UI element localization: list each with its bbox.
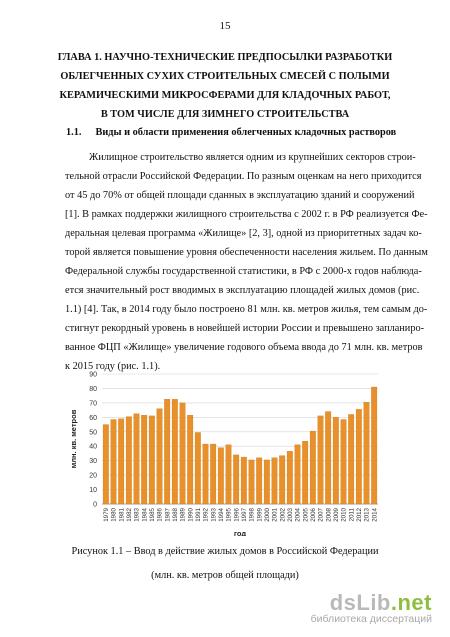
bar	[218, 448, 224, 504]
x-tick-label: 1982	[126, 508, 134, 522]
x-tick-label: 2000	[264, 508, 272, 522]
x-tick-label: 1991	[195, 508, 203, 522]
bar	[295, 445, 301, 504]
y-tick-label: 60	[89, 414, 97, 422]
chapter-title	[40, 48, 410, 124]
x-tick-label: 2009	[333, 508, 341, 522]
x-tick-label: 1981	[118, 508, 126, 522]
x-tick-label: 1983	[133, 508, 141, 522]
bar	[356, 409, 362, 504]
x-tick-label: 1984	[141, 508, 149, 522]
bar	[341, 420, 347, 505]
x-tick-label: 2013	[363, 508, 371, 522]
x-tick-label: 2004	[294, 508, 302, 522]
bar	[134, 414, 140, 504]
y-tick-label: 50	[89, 429, 97, 437]
bar	[233, 455, 239, 504]
chapter-title-line: ОБЛЕГЧЕННЫХ СУХИХ СТРОИТЕЛЬНЫХ СМЕСЕЙ С ПОЛЫМИ	[60, 71, 390, 82]
bar	[287, 451, 293, 504]
section-heading	[66, 127, 396, 138]
chapter-title-line: ГЛАВА 1. НАУЧНО-ТЕХНИЧЕСКИЕ ПРЕДПОСЫЛКИ РАЗРАБОТКИ	[57, 52, 393, 63]
x-tick-label: 1992	[202, 508, 210, 522]
body-line: Жилищное строительство является одним из крупнейших секторов строи-	[89, 152, 416, 163]
bar	[111, 420, 117, 505]
chapter-title-line: КЕРАМИЧЕСКИМИ МИКРОСФЕРАМИ ДЛЯ КЛАДОЧНЫХ РАБОТ,	[59, 90, 391, 101]
x-tick-label: 1996	[233, 508, 241, 522]
x-tick-label: 1987	[164, 508, 172, 522]
bar	[118, 419, 124, 504]
y-tick-label: 10	[89, 487, 97, 495]
watermark-subtitle: библиотека диссертаций	[310, 613, 432, 625]
body-line: от 45 до 70% от общей площади сданных в эксплуатацию зданий и сооружений	[65, 190, 415, 201]
bar	[264, 460, 270, 504]
body-line: тельной отрасли Российской Федерации. По разным оценкам на него приходится	[65, 171, 422, 182]
y-axis-label: млн. кв. метров	[69, 409, 78, 469]
x-tick-label: 2011	[348, 508, 356, 522]
housing-chart	[66, 366, 386, 541]
bar	[172, 399, 178, 504]
x-tick-label: 1985	[149, 508, 157, 522]
x-tick-label: 1989	[179, 508, 187, 522]
x-tick-label: 1997	[241, 508, 249, 522]
x-tick-label: 2006	[310, 508, 318, 522]
x-tick-label: 2008	[325, 508, 333, 522]
figure-caption: Рисунок 1.1 – Ввод в действие жилых домов в Российской Федерации	[71, 546, 379, 557]
x-tick-label: 2002	[279, 508, 287, 522]
bar	[249, 460, 255, 504]
y-tick-label: 20	[89, 472, 97, 480]
bar	[302, 441, 308, 504]
body-line: торой является повышение уровня обеспеченности населения жильем. По данным	[65, 247, 428, 258]
x-tick-label: 1993	[210, 508, 218, 522]
y-tick-label: 40	[89, 443, 97, 451]
bar	[333, 417, 339, 504]
watermark	[311, 590, 432, 625]
bar	[310, 431, 316, 504]
figure-caption-subtitle: (млн. кв. метров общей площади)	[151, 570, 299, 581]
y-tick-label: 80	[89, 385, 97, 393]
body-line: деральная целевая программа «Жилище» [2, 3], одной из приоритетных задач ко-	[65, 228, 422, 239]
bar	[348, 414, 354, 504]
bar	[256, 458, 262, 504]
bar	[364, 402, 370, 504]
x-tick-label: 1994	[218, 508, 226, 522]
body-paragraph	[65, 148, 428, 376]
bar	[157, 409, 163, 504]
chapter-title-line: В ТОМ ЧИСЛЕ ДЛЯ ЗИМНЕГО СТРОИТЕЛЬСТВА	[100, 109, 350, 120]
x-tick-label: 1990	[187, 508, 195, 522]
x-tick-label: 1979	[103, 508, 111, 522]
y-tick-label: 70	[89, 400, 97, 408]
housing-bar-chart	[66, 366, 386, 536]
bar	[371, 387, 377, 504]
x-tick-label: 2005	[302, 508, 310, 522]
bar	[141, 415, 147, 504]
bar	[241, 457, 247, 504]
x-tick-label: 2012	[356, 508, 364, 522]
bar	[210, 444, 216, 504]
body-line: ванное ФЦП «Жилище» увеличение годового объема ввода до 71 млн. кв. метров	[65, 342, 423, 353]
x-tick-label: 1998	[248, 508, 256, 522]
body-line: 1.1) [4]. Так, в 2014 году было построено 81 млн. кв. метров жилья, тем самым до-	[65, 304, 428, 315]
bar	[149, 416, 155, 504]
x-tick-label: 2010	[340, 508, 348, 522]
x-axis-label: год	[233, 529, 247, 536]
body-line: Федеральной службы государственной статистики, в РФ с 2000-х годов наблюда-	[65, 266, 422, 277]
bar	[187, 415, 193, 504]
x-tick-label: 2014	[371, 508, 379, 522]
bar	[103, 425, 109, 504]
x-tick-label: 2007	[317, 508, 325, 522]
x-tick-label: 2001	[271, 508, 279, 522]
body-line: стигнут рекордный уровень в новейшей истории России и превышено запланиро-	[65, 323, 425, 334]
x-tick-label: 1988	[172, 508, 180, 522]
y-tick-label: 90	[89, 371, 97, 379]
section-title: Виды и области применения облегченных кладочных растворов	[95, 127, 397, 138]
body-line: к 2015 году (рис. 1.1).	[65, 361, 161, 372]
bar	[126, 417, 132, 504]
section-number: 1.1.	[66, 127, 82, 138]
bar	[318, 416, 324, 504]
bar	[180, 403, 186, 504]
x-tick-label: 1980	[110, 508, 118, 522]
x-tick-label: 1986	[156, 508, 164, 522]
bar	[195, 433, 201, 505]
bar	[164, 399, 170, 504]
body-line: [1]. В рамках поддержки жилищного строительства с 2002 г. в РФ реализуется Фе-	[65, 209, 428, 220]
bar	[203, 444, 209, 504]
body-line: ется значительный рост вводимых в эксплуатацию площадей жилых домов (рис.	[65, 285, 420, 296]
y-tick-label: 30	[89, 458, 97, 466]
x-tick-label: 1995	[225, 508, 233, 522]
x-tick-label: 1999	[256, 508, 264, 522]
bar	[279, 456, 285, 504]
bar	[226, 445, 232, 504]
bar	[325, 412, 331, 504]
watermark-logo-accent: .net	[390, 590, 432, 615]
y-tick-label: 0	[93, 501, 97, 509]
page-number: 15	[219, 20, 231, 32]
x-tick-label: 2003	[287, 508, 295, 522]
watermark-logo-main: dsLib	[329, 590, 391, 615]
bar	[272, 458, 278, 504]
